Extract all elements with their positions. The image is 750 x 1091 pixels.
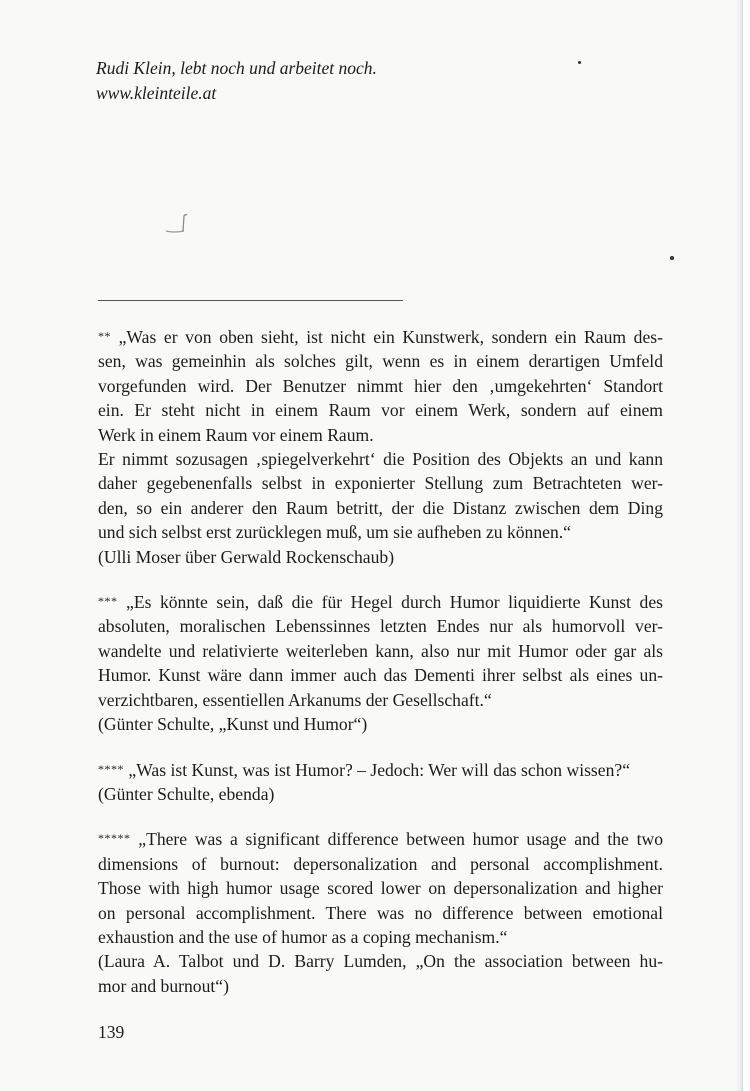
footnote-line: Er nimmt sozusagen ‚spiegelverkehrt‘ die Position des Objekts an und kann — [98, 449, 663, 470]
footnote-line: Werk in einem Raum vor einem Raum. — [98, 424, 374, 445]
footnote-line: *** „Es könnte sein, daß die für Hegel durch Humor liquidierte Kunst des — [98, 592, 663, 613]
footnote-line: on personal accomplishment. There was no difference between emotional — [98, 902, 663, 923]
footnote-line: und sich selbst erst zurücklegen muß, um sie aufheben zu können.“ — [98, 522, 571, 543]
footnote-marker: ** — [98, 329, 111, 343]
footnote-line: sen, was gemeinhin als solches gilt, wenn es in einem derartigen Umfeld — [98, 351, 663, 372]
footnote-divider — [98, 300, 403, 301]
footnote-source: (Günter Schulte, „Kunst und Humor“) — [98, 714, 368, 735]
footnote-2 — [98, 324, 663, 569]
footnote-line: **** „Was ist Kunst, was ist Humor? – Jedoch: Wer will das schon wissen?“ — [98, 759, 631, 780]
footnote-line: dimensions of burnout: depersonalization and personal accomplishment. — [98, 853, 663, 874]
footnote-source: (Laura A. Talbot und D. Barry Lumden, „On the association between hu- — [98, 951, 663, 972]
footnote-5 — [98, 826, 663, 998]
author-note — [96, 56, 377, 106]
ink-speck — [578, 61, 581, 64]
footnote-line: vorgefunden wird. Der Benutzer nimmt hier den ‚umgekehrten‘ Standort — [98, 375, 663, 396]
footnote-line: den, so ein anderer den Raum betritt, der die Distanz zwischen dem Ding — [98, 497, 663, 518]
footnotes — [98, 324, 663, 1018]
footnote-line: daher gegebenenfalls selbst in exponierter Stellung zum Betrachteten wer- — [98, 473, 663, 494]
footnote-line: Those with high humor usage scored lower on depersonalization and higher — [98, 878, 663, 899]
footnote-marker: ***** — [98, 831, 131, 846]
pencil-mark — [164, 212, 190, 234]
footnote-line: ein. Er steht nicht in einem Raum vor einem Werk, sondern auf einem — [98, 400, 663, 421]
footnote-marker: **** — [98, 761, 124, 776]
footnote-3 — [98, 589, 663, 736]
footnote-source: (Günter Schulte, ebenda) — [98, 783, 275, 804]
footnote-source: mor and burnout“) — [98, 975, 229, 996]
footnote-line: wandelte und relativierte weiterleben kann, also nur mit Humor oder gar als — [98, 640, 663, 661]
ink-speck — [670, 256, 674, 260]
footnote-line: verzichtbaren, essentiellen Arkanums der Gesellschaft.“ — [98, 689, 492, 710]
footnote-4 — [98, 757, 663, 807]
footnote-line: ** „Was er von oben sieht, ist nicht ein Kunstwerk, sondern ein Raum des- — [98, 327, 663, 347]
footnote-marker: *** — [98, 594, 118, 609]
footnote-line: exhaustion and the use of humor as a coping mechanism.“ — [98, 926, 508, 947]
footnote-line: absoluten, moralischen Lebenssinnes letzten Endes nur als humorvoll ver- — [98, 616, 663, 637]
footnote-line: Humor. Kunst wäre dann immer auch das Dementi ihrer selbst als eines un- — [98, 665, 663, 686]
website-link: www.kleinteile.at — [96, 83, 217, 103]
footnote-source: (Ulli Moser über Gerwald Rockenschaub) — [98, 546, 395, 567]
footnote-line: ***** „There was a significant difference between humor usage and the two — [98, 829, 663, 850]
author-line: Rudi Klein, lebt noch und arbeitet noch. — [96, 58, 377, 78]
page-number: 139 — [98, 1022, 125, 1042]
